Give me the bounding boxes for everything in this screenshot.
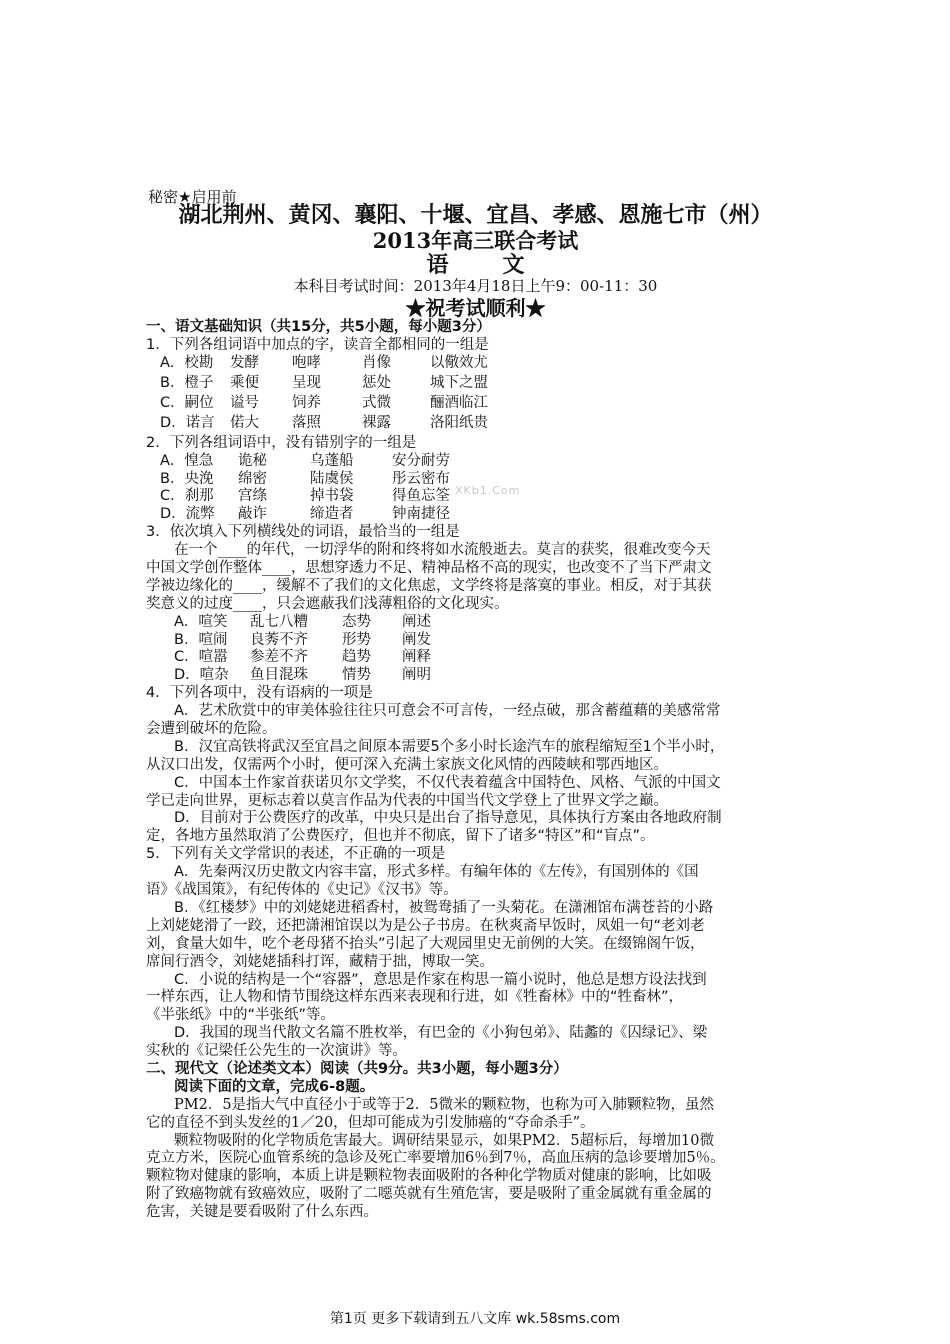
option-word: 城下之盟 bbox=[430, 374, 488, 391]
option-word: 酾酒临江 bbox=[430, 394, 488, 411]
option-word: D．流弊 bbox=[160, 506, 215, 523]
option-word: 呈现 bbox=[292, 374, 321, 391]
passage-line: 颗粒物对健康的影响，本质上讲是颗粒物表面吸附的各种化学物质对健康的影响，比如吸 bbox=[146, 1168, 712, 1185]
option-word: 阐述 bbox=[402, 613, 431, 630]
confidential-label: 秘密★启用前 bbox=[148, 188, 237, 206]
option-word: 鱼目混珠 bbox=[250, 667, 308, 684]
passage-line: 颗粒物吸附的化学物质危害最大。调研结果显示，如果PM2．5超标后，每增加10微 bbox=[174, 1132, 715, 1149]
option-word: 阐释 bbox=[402, 649, 431, 666]
option-word: B．喧闹 bbox=[174, 631, 228, 648]
option-word: 得鱼忘筌 bbox=[392, 488, 450, 505]
exam-title-regions: 湖北荆州、黄冈、襄阳、十堰、宜昌、孝感、恩施七市（州） bbox=[178, 202, 773, 228]
option-word: B．央浼 bbox=[160, 470, 214, 487]
option-row bbox=[146, 395, 806, 415]
answer-line: 一样东西，让人物和情节围绕这样东西来表现和行进，如《牲畜林》中的“牲畜林”， bbox=[146, 989, 684, 1006]
option-word: 情势 bbox=[342, 667, 371, 684]
exam-time: 本科目考试时间：2013年4月18日上午9：00-11：30 bbox=[293, 277, 658, 295]
option-word: 绵密 bbox=[238, 470, 267, 487]
option-word: 饲养 bbox=[292, 394, 321, 411]
option-word: 彤云密布 bbox=[392, 470, 450, 487]
passage-line: 奖意义的过度____，只会遮蔽我们浅薄粗俗的文化现实。 bbox=[146, 595, 509, 612]
answer-line: 学已走向世界，更标志着以莫言作品为代表的中国当代文学登上了世界文学之巅。 bbox=[146, 792, 668, 809]
option-word: 陆虞侯 bbox=[310, 470, 354, 487]
option-row bbox=[146, 614, 806, 632]
option-word: A．校勘 bbox=[160, 354, 214, 371]
option-word: C．喧嚣 bbox=[174, 649, 228, 666]
watermark: XKb1.Com bbox=[455, 484, 521, 497]
option-row bbox=[146, 415, 806, 435]
passage-line: 附了致癌物就有致癌效应，吸附了二噁英就有生殖危害，要是吸附了重金属就有重金属的 bbox=[146, 1186, 712, 1203]
section-heading: 一、语文基础知识（共15分，共5小题，每小题3分） bbox=[146, 319, 491, 335]
option-word: 落照 bbox=[292, 414, 321, 431]
option-word: D．诺言 bbox=[160, 414, 215, 431]
option-word: 良莠不齐 bbox=[250, 631, 308, 648]
answer-line: D．我国的现当代散文名篇不胜枚举，有巴金的《小狗包弟》、陆蠡的《囚绿记》、梁 bbox=[174, 1025, 708, 1042]
option-word: 咆哮 bbox=[292, 354, 321, 371]
option-word: B．橙子 bbox=[160, 374, 214, 391]
subject-title: 语文 bbox=[426, 252, 579, 278]
question-stem: 3．依次填入下列横线处的词语，最恰当的一组是 bbox=[146, 524, 460, 541]
answer-line: 从汉口出发，仅需两个小时，便可深入充满土家族文化风情的西陵峡和鄂西地区。 bbox=[146, 756, 668, 773]
passage-line: PM2．5是指大气中直径小于或等于2．5微米的颗粒物，也称为可入肺颗粒物，虽然 bbox=[174, 1096, 715, 1113]
answer-line: 《半张纸》中的“半张纸”等。 bbox=[146, 1007, 336, 1024]
passage-line: 危害，关键是要看吸附了什么东西。 bbox=[146, 1204, 378, 1221]
answer-line: 上刘姥姥滑了一跤，还把潇湘馆误以为是公子书房。在秋爽斋早饭时，凤姐一句“老刘老 bbox=[146, 917, 705, 934]
page-footer: 第1页 更多下载请到五八文库 wk.58sms.com bbox=[329, 1311, 621, 1327]
option-word: 态势 bbox=[342, 613, 371, 630]
option-word: 裸露 bbox=[362, 414, 391, 431]
option-word: 安分耐劳 bbox=[392, 452, 450, 469]
question-stem: 5．下列有关文学常识的表述，不正确的一项是 bbox=[146, 846, 446, 863]
question-stem: 2．下列各组词语中，没有错别字的一组是 bbox=[146, 434, 417, 451]
answer-line: D．目前对于公费医疗的改革，中央只是出台了指导意见，具体执行方案由各地政府制 bbox=[174, 810, 722, 827]
option-row bbox=[146, 632, 806, 650]
option-word: C．刹那 bbox=[160, 488, 214, 505]
option-row bbox=[146, 355, 806, 375]
question-stem: 1．下列各组词语中加点的字，读音全都相同的一组是 bbox=[146, 336, 489, 353]
option-word: 洛阳纸贵 bbox=[430, 414, 488, 431]
option-word: D．喧杂 bbox=[174, 667, 229, 684]
option-word: 以儆效尤 bbox=[430, 354, 488, 371]
option-word: A．惶急 bbox=[160, 452, 214, 469]
answer-line: 会遭到破坏的危险。 bbox=[146, 721, 277, 738]
option-word: 乌蓬船 bbox=[310, 452, 354, 469]
answer-line: B．《红楼梦》中的刘姥姥进稻香村，被鸳鸯插了一头菊花。在潇湘馆布满苍苔的小路 bbox=[174, 899, 714, 916]
good-luck-banner: ★祝考试顺利★ bbox=[405, 296, 546, 320]
option-word: 惩处 bbox=[362, 374, 391, 391]
option-word: C．嗣位 bbox=[160, 394, 214, 411]
option-word: 式微 bbox=[362, 394, 391, 411]
question-stem: 4．下列各项中，没有语病的一项是 bbox=[146, 685, 373, 702]
option-row bbox=[146, 453, 806, 471]
answer-line: C．中国本土作家首获诺贝尔文学奖，不仅代表着蕴含中国特色、风格、气派的中国文 bbox=[174, 774, 721, 791]
option-word: 缔造者 bbox=[310, 506, 354, 523]
option-word: 趋势 bbox=[342, 649, 371, 666]
answer-line: 席间行酒令，刘姥姥插科打诨，藏精于拙，博取一笑。 bbox=[146, 953, 494, 970]
exam-title-year: 2013年高三联合考试 bbox=[372, 228, 579, 253]
option-word: 诡秘 bbox=[238, 452, 267, 469]
answer-line: 定，各地方虽然取消了公费医疗，但也并不彻底，留下了诸多“特区”和“盲点”。 bbox=[146, 828, 655, 845]
answer-line: 刘，食量大如牛，吃个老母猪不抬头”引起了大观园里史无前例的大笑。在缀锦阁午饭， bbox=[146, 935, 705, 952]
passage-line: 它的直径不到头发丝的1／20，但却可能成为引发肺癌的“夺命杀手”。 bbox=[146, 1114, 595, 1131]
option-word: 宫绦 bbox=[238, 488, 267, 505]
option-word: 肖像 bbox=[362, 354, 391, 371]
option-word: 参差不齐 bbox=[250, 649, 308, 666]
option-word: A．喧笑 bbox=[174, 613, 228, 630]
option-word: 形势 bbox=[342, 631, 371, 648]
option-word: 乘便 bbox=[230, 374, 259, 391]
passage-line: 克立方米，医院心血管系统的急诊及死亡率要增加6％到7％，高血压病的急诊要增加5％。 bbox=[146, 1150, 725, 1167]
option-word: 谥号 bbox=[230, 394, 259, 411]
option-word: 阐发 bbox=[402, 631, 431, 648]
answer-line: 实秋的《记梁任公先生的一次演讲》等。 bbox=[146, 1043, 407, 1060]
option-row bbox=[146, 506, 806, 524]
reading-instruction: 阅读下面的文章，完成6-8题。 bbox=[174, 1078, 375, 1095]
option-row bbox=[146, 667, 806, 685]
answer-line: B．汉宜高铁将武汉至宜昌之间原本需要5个多小时长途汽车的旅程缩短至1个半小时， bbox=[174, 738, 725, 755]
option-row bbox=[146, 488, 806, 506]
passage-line: 在一个____的年代，一切浮华的附和终将如水流般逝去。莫言的获奖，很难改变今天 bbox=[174, 542, 711, 559]
option-word: 偌大 bbox=[230, 414, 259, 431]
option-row bbox=[146, 649, 806, 667]
option-word: 发酵 bbox=[230, 354, 259, 371]
answer-line: A．艺术欣赏中的审美体验往往只可意会不可言传，一经点破，那含蓄蕴藉的美感常常 bbox=[174, 703, 721, 720]
passage-line: 学被边缘化的____，缓解不了我们的文化焦虑，文学终将是落寞的事业。相反，对于其获 bbox=[146, 577, 712, 594]
exam-body bbox=[146, 319, 806, 1222]
option-word: 阐明 bbox=[402, 667, 431, 684]
passage-line: 中国文学创作整体____，思想穿透力不足、精神品格不高的现实，也改变不了当下严肃文 bbox=[146, 560, 712, 577]
option-row bbox=[146, 471, 806, 489]
option-word: 钟南捷径 bbox=[392, 506, 450, 523]
option-word: 敲诈 bbox=[238, 506, 267, 523]
answer-line: C．小说的结构是一个“容器”，意思是作家在构思一篇小说时，他总是想方设法找到 bbox=[174, 971, 707, 988]
answer-line: A．先秦两汉历史散文内容丰富，形式多样。有编年体的《左传》，有国别体的《国 bbox=[174, 864, 699, 881]
option-word: 掉书袋 bbox=[310, 488, 354, 505]
section-heading: 二、现代文（论述类文本）阅读（共9分。共3小题，每小题3分） bbox=[146, 1060, 568, 1077]
option-row bbox=[146, 375, 806, 395]
answer-line: 语》《战国策》，有纪传体的《史记》《汉书》等。 bbox=[146, 882, 458, 899]
option-word: 乱七八糟 bbox=[250, 613, 308, 630]
